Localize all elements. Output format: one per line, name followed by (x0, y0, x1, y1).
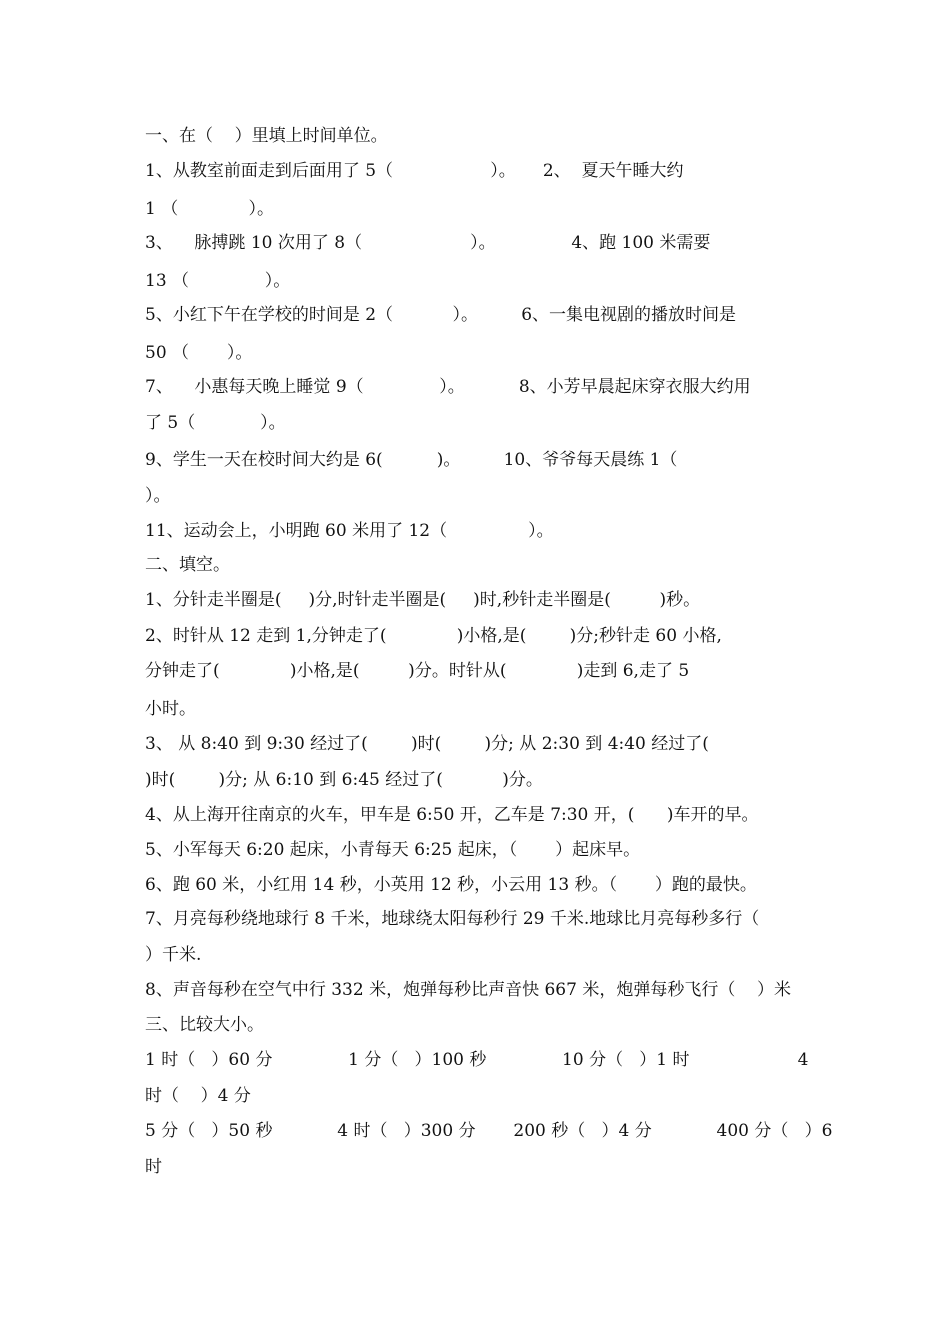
question-line: ）千米. (145, 945, 202, 965)
question-line: 13 （ ）。 (145, 271, 291, 291)
question-line: 11、运动会上，小明跑 60 米用了 12（ ）。 (145, 521, 554, 541)
question-line: 4、从上海开往南京的火车，甲车是 6:50 开，乙车是 7:30 开，( )车开的早。 (145, 805, 759, 825)
question-line: 分钟走了( )小格,是( )分。时针从( )走到 6,走了 5 (145, 661, 690, 681)
comparison-line: 时（ ）4 分 (145, 1086, 251, 1106)
question-line: 6、跑 60 米，小红用 14 秒，小英用 12 秒，小云用 13 秒。（ ）跑的最快。 (145, 875, 757, 895)
section-one-heading: 一、在（ ）里填上时间单位。 (145, 126, 388, 146)
comparison-line: 1 时（ ）60 分 1 分（ ）100 秒 10 分（ ）1 时 4 (145, 1050, 809, 1070)
question-line: 7、 小惠每天晚上睡觉 9（ ）。 8、小芳早晨起床穿衣服大约用 (145, 377, 751, 397)
question-line: 2、时针从 12 走到 1,分钟走了( )小格,是( )分;秒针走 60 小格, (145, 626, 722, 646)
question-line: 5、小军每天 6:20 起床，小青每天 6:25 起床，（ ）起床早。 (145, 840, 641, 860)
question-line: 9、学生一天在校时间大约是 6( )。 10、爷爷每天晨练 1（ (145, 450, 678, 470)
question-line: ）。 (145, 486, 171, 506)
question-line: 3、 脉搏跳 10 次用了 8（ ）。 4、跑 100 米需要 (145, 233, 711, 253)
question-line: 1、分针走半圈是( )分,时针走半圈是( )时,秒针走半圈是( )秒。 (145, 590, 701, 610)
question-line: 了 5（ ）。 (145, 413, 286, 433)
question-line: 5、小红下午在学校的时间是 2（ ）。 6、一集电视剧的播放时间是 (145, 305, 737, 325)
question-line: )时( )分; 从 6:10 到 6:45 经过了( )分。 (145, 770, 543, 790)
comparison-line: 5 分（ ）50 秒 4 时（ ）300 分 200 秒（ ）4 分 400 分（ ）6 (145, 1121, 833, 1141)
question-line: 小时。 (145, 699, 196, 719)
question-line: 50 （ ）。 (145, 343, 253, 363)
comparison-line: 时 (145, 1157, 162, 1177)
question-line: 3、 从 8:40 到 9:30 经过了( )时( )分; 从 2:30 到 4:40 经过了( (145, 734, 709, 754)
question-line: 7、月亮每秒绕地球行 8 千米，地球绕太阳每秒行 29 千米.地球比月亮每秒多行（ (145, 909, 760, 929)
section-three-heading: 三、比较大小。 (145, 1015, 264, 1035)
question-line: 1 （ ）。 (145, 199, 274, 219)
section-two-heading: 二、填空。 (145, 555, 230, 575)
question-line: 1、从教室前面走到后面用了 5（ ）。 2、 夏天午睡大约 (145, 161, 684, 181)
question-line: 8、声音每秒在空气中行 332 米，炮弹每秒比声音快 667 米，炮弹每秒飞行（ ）米 (145, 980, 791, 1000)
